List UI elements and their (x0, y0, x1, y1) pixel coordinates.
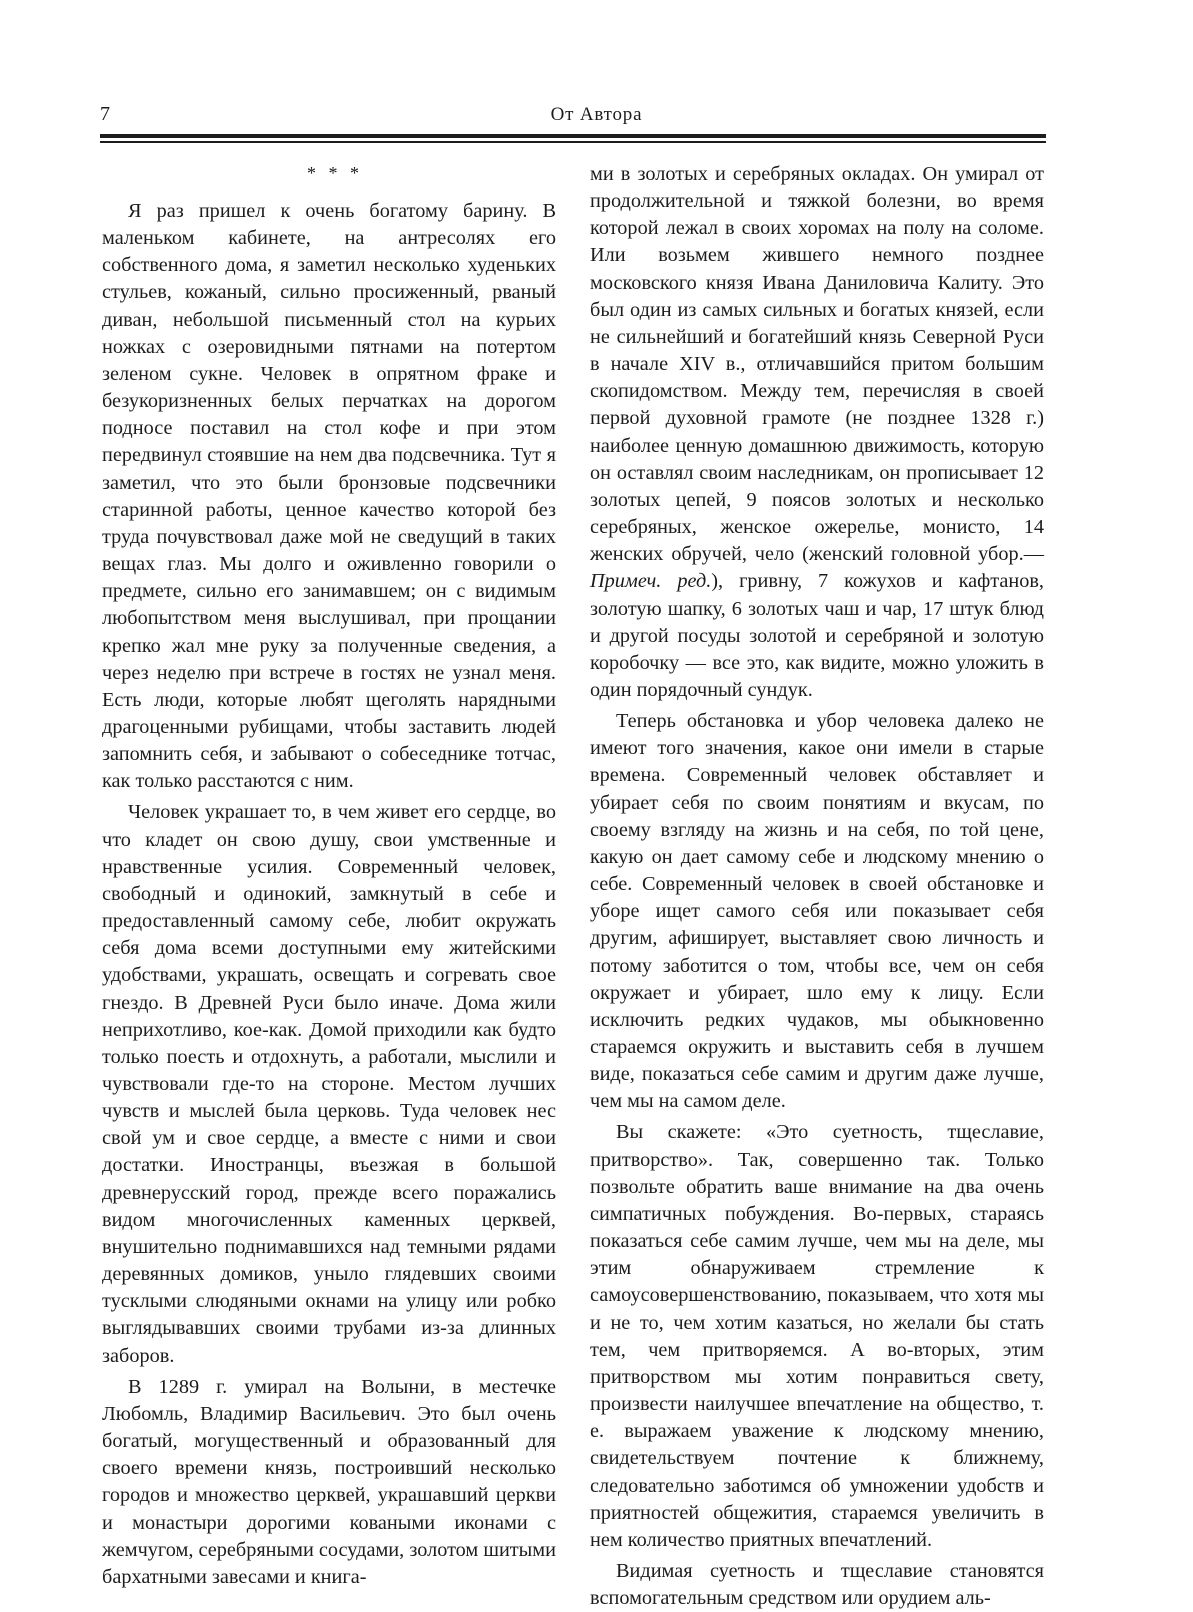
paragraph: Я раз пришел к очень богатому барину. В маленьком кабинете, на антресолях его собственного дома, я заметил несколько худеньких стульев, кожаный, сильно просиженный, рваный диван, небольшой письменный стол на курьих ножках с озеровидными пятнами на потертом зеленом сукне. Человек в опрятном фраке и безукоризненных белых перчатках на дорогом подносе поставил на стол кофе и при этом передвинул стоявшие на нем два подсвечника. Тут я заметил, что это были бронзовые подсвечники старинной работы, ценное качество которой без труда почувствовал даже мой не сведущий в таких вещах глаз. Мы долго и оживленно говорили о предмете, сильно его занимавшем; он с видимым любопытством меня выслушивал, при прощании крепко жал мне руку за полученные сведения, а через неделю при встрече в гостях не узнал меня. Есть люди, которые любят щеголять нарядными драгоценными рубищами, чтобы заставить людей запомнить себя, и забывают о собеседнике тотчас, как только расстаются с ним. (102, 200, 556, 793)
paragraph: Человек украшает то, в чем живет его сердце, во что кладет он свою душу, свои умственные и нравственные усилия. Современный человек, свободный и одинокий, замкнутый в себе и предоставленный самому себе, любит окружать себя дома всеми доступными ему житейскими удобствами, украшать, освещать и согревать свое гнездо. В Древней Руси было иначе. Дома жили неприхотливо, кое-как. Домой приходили как будто только поесть и отдохнуть, а работали, мыслили и чувствовали где-то на стороне. Местом лучших чувств и мыслей была церковь. Туда человек нес свой ум и свое сердце, а вместе с ними и свои достатки. Иностранцы, въезжая в большой древнерусский город, прежде всего поражались видом многочисленных каменных церквей, внушительно поднимавшихся над темными рядами деревянных домиков, уныло глядевших своими тусклыми слюдяными окнами на улицу или робко выглядывавших своими трубами из-за длинных заборов. (102, 801, 556, 1367)
running-head: От Автора (550, 104, 643, 125)
text-segment: ), гривну, 7 кожухов и кафтанов, золотую шапку, 6 золотых чаш и чар, 17 штук блюд и другой посуды золотой и серебряной и золотую коробочку — все это, как видите, можно уложить в один порядочный сундук. (590, 570, 1045, 701)
text-segment: ми в золотых и серебряных окладах. Он умирал от продолжительной и тяжкой болезни, во время которой лежал в своих хоромах на полу на соломе. Или возьмем жившего немного позднее московского князя Ивана Даниловича Калиту. Это был один из самых сильных и богатых князей, если не сильнейший и богатейший князь Северной Руси в начале XIV в., отличавшийся притом большим скопидомством. Между тем, перечисляя в своей первой духовной грамоте (не позднее 1328 г.) наиболее ценную домашнюю движимость, которую он оставлял своим наследникам, он прописывает 12 золотых цепей, 9 поясов золотых и несколько серебряных, женское ожерелье, монисто, 14 женских обручей, чело (женский головной убор.— (590, 163, 1044, 566)
page-number: 7 (100, 103, 110, 125)
paragraph: Теперь обстановка и убор человека далеко не имеют того значения, какое они имели в старые времена. Современный человек обставляет и убирает себя по своим понятиям и вкусам, по своему взгляду на жизнь и на себя, по той цене, какую он дает самому себе и людскому мнению о себе. Современный человек в своей обстановке и уборе ищет самого себя или показывает себя другим, афиширует, выставляет свою личность и потому заботится о том, чтобы все, чем он себя окружает и убирает, шло ему к лицу. Если исключить редких чудаков, мы обыкновенно стараемся окружить и выставить себя в лучшем виде, показаться себе самим и другим даже лучше, чем мы на самом деле. (590, 710, 1044, 1113)
editor-note: Примеч. ред. (590, 570, 712, 593)
left-column (102, 161, 556, 1591)
header-rule-thick (100, 134, 1046, 138)
paragraph: Видимая суетность и тщеславие становятся вспомогательным средством или орудием аль- (590, 1559, 1044, 1610)
header-rule-thin (100, 141, 1046, 143)
section-separator: * * * (307, 163, 363, 183)
paragraph-continued (590, 161, 1044, 704)
paragraph: В 1289 г. умирал на Волыни, в местечке Любомль, Владимир Васильевич. Это был очень богатый, могущественный и образованный для своего времени князь, построивший несколько городов и множество церквей, украшавший церкви и монастыри дорогими коваными иконами с жемчугом, серебряными сосудами, золотом шитыми бархатными завесами и книга- (102, 1375, 556, 1588)
paragraph: Вы скажете: «Это суетность, тщеславие, притворство». Так, совершенно так. Только позвольте обратить ваше внимание на два очень симпатичных побуждения. Во-первых, стараясь показаться себе самим лучше, чем мы на деле, мы этим обнаруживаем стремление к самоусовершенствованию, показываем, что хотя мы и не то, чем хотим казаться, но желали бы стать тем, чем притворяемся. А во-вторых, этим притворством мы хотим понравиться свету, произвести наилучшее впечатление на общество, т. е. выражаем уважение к людскому мнению, свидетельствуем почтение к ближнему, следовательно заботимся об умножении удобств и приятностей общежития, стараемся увеличить в нем количество приятных впечатлений. (590, 1121, 1044, 1551)
right-column (590, 161, 1044, 1612)
